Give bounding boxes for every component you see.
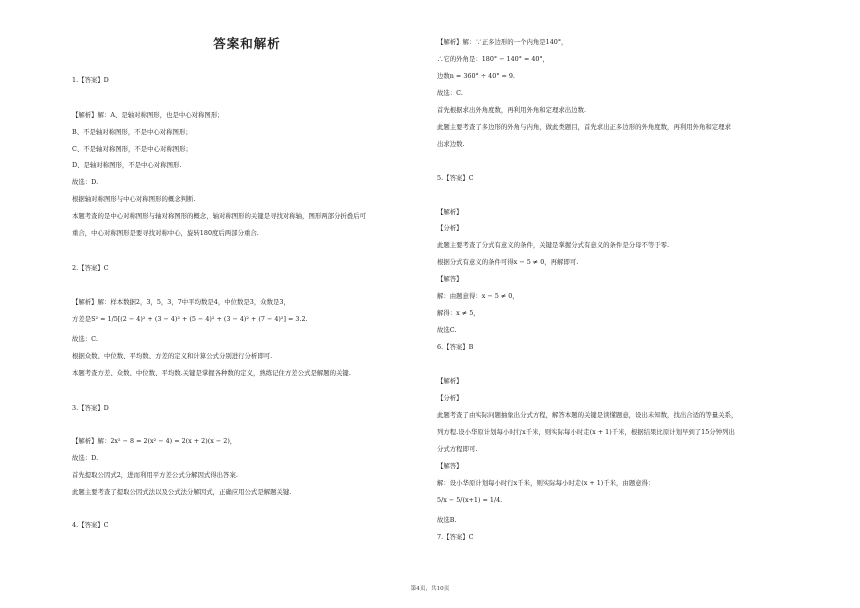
text-line: 2.【答案】C: [72, 264, 109, 272]
text-line: 本题考查方差、众数、中位数、平均数.关键是掌握各种数的定义，熟练记住方差公式是解题的关键.: [72, 369, 351, 377]
page-footer: 第4页，共10页: [410, 586, 450, 592]
text-line: B、不是轴对称图形，不是中心对称图形；: [72, 128, 192, 136]
text-line: 【解析】: [437, 377, 463, 385]
text-line: 【解答】: [437, 275, 463, 283]
text-line: 此题主要考查了提取公因式法以及公式法分解因式，正确应用公式是解题关键.: [72, 488, 292, 496]
text-line: 5.【答案】C: [437, 174, 474, 182]
text-line: ∴它的外角是：180° − 140° = 40°，: [437, 55, 550, 63]
text-line: 3.【答案】D: [72, 404, 109, 412]
text-line: 出求边数.: [437, 140, 465, 148]
text-line: 【解析】解：2x² − 8 = 2(x² − 4) = 2(x + 2)(x − 2)，: [72, 437, 237, 445]
text-line: 故选：C.: [437, 89, 463, 97]
text-line: 【分析】: [437, 224, 463, 232]
text-line: 根据轴对称图形与中心对称图形的概念判断.: [72, 195, 196, 203]
text-line: 解：设小华原计划每小时行x千米，则实际每小时走(x + 1)千米，由题意得：: [437, 479, 655, 487]
text-line: 此题主要考查了多边形的外角与内角，做此类题目，首先求出正多边形的外角度数，再利用外角和定理求: [437, 123, 731, 131]
text-line: 根据众数、中位数、平均数、方差的定义和计算公式分别进行分析即可.: [72, 352, 273, 360]
text-line: 解：由题意得：x − 5 ≠ 0，: [437, 292, 519, 300]
text-line: 首先根据求出外角度数，再利用外角和定理求出边数.: [437, 106, 587, 114]
text-line: 【解析】解：∵正多边形的一个内角是140°，: [437, 38, 568, 46]
text-line: 列方程.设小华原计划每小时行x千米，则实际每小时走(x + 1)千米，根据结果比原计划早到了15分钟列出: [437, 428, 735, 436]
text-line: 【解析】解：样本数据2，3，5，3，7中平均数是4，中位数是3，众数是3，: [72, 298, 290, 306]
text-line: 方差是S² = 1/5[(2 − 4)² + (3 − 4)² + (5 − 4)² + (3 − 4)² + (7 − 4)²] = 3.2.: [72, 315, 308, 323]
text-line: C、不是轴对称图形，不是中心对称图形；: [72, 145, 192, 153]
text-line: 首先提取公因式2，进而利用平方差公式分解因式得出答案.: [72, 471, 238, 479]
text-line: 解得：x ≠ 5，: [437, 309, 480, 317]
text-line: 4.【答案】C: [72, 521, 109, 529]
text-line: 此题主要考查了分式有意义的条件，关键是掌握分式有意义的条件是分母不等于零.: [437, 241, 670, 249]
text-line: 边数n = 360° ÷ 40° = 9.: [437, 72, 515, 80]
text-line: 重合，中心对称图形是要寻找对称中心，旋转180度后两部分重合.: [72, 229, 259, 237]
text-line: 故选C.: [437, 326, 457, 334]
text-line: 故选：D.: [72, 454, 99, 462]
text-line: 故选B.: [437, 516, 457, 524]
text-line: 本题考查的是中心对称图形与轴对称图形的概念，轴对称图形的关键是寻找对称轴，图形两部分折叠后可: [72, 212, 366, 220]
text-line: 故选：D.: [72, 178, 99, 186]
text-line: 根据分式有意义的条件可得x − 5 ≠ 0，再解即可.: [437, 258, 579, 266]
text-line: 【分析】: [437, 394, 463, 402]
text-line: 故选：C.: [72, 335, 98, 343]
text-line: 【解析】解：A、是轴对称图形，也是中心对称图形；: [72, 111, 224, 119]
text-line: 【解析】: [437, 208, 463, 216]
text-line: 7.【答案】C: [437, 533, 474, 541]
page-title: 答案和解析: [213, 36, 281, 51]
text-line: 1.【答案】D: [72, 76, 109, 84]
text-line: 5/x − 5/(x+1) = 1/4.: [437, 496, 503, 504]
text-line: 【解答】: [437, 462, 463, 470]
text-line: 分式方程即可.: [437, 445, 478, 453]
text-line: D、是轴对称图形，不是中心对称图形.: [72, 161, 182, 169]
text-line: 此题考查了由实际问题抽象出分式方程，解答本题的关键是读懂题意，设出未知数，找出合适的等量关系，: [437, 411, 738, 419]
text-line: 6.【答案】B: [437, 343, 474, 351]
